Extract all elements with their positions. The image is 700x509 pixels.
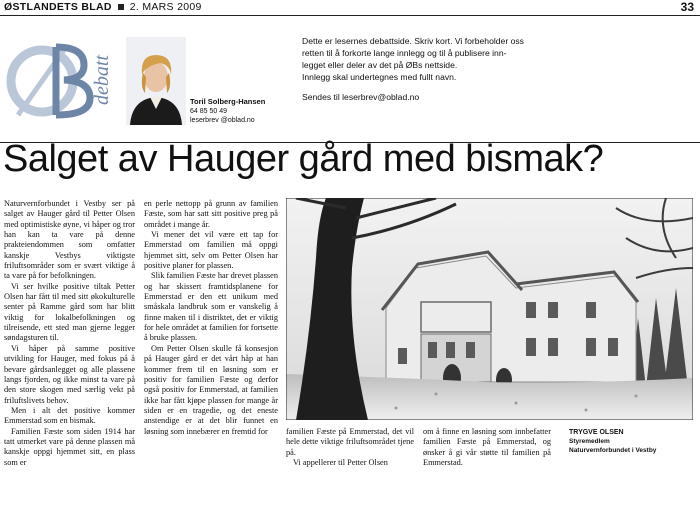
debate-info [302,35,592,103]
info-line: Innlegg skal undertegnes med fullt navn. [302,72,457,82]
article-column-3 [286,427,414,468]
author-phone: 64 85 50 49 [190,107,227,115]
paragraph: Slik familien Fæste har drevet plassen og har skissert framtidsplanene for Emmerstad er den ett unikum med småskala landbruk som er vanskelig å finne maken til i distriktet, det er viktig for hele området at familien for fortsette å bruke plassen. [144,271,278,343]
info-line: retten til å forkorte lange innlegg og til å publisere inn- [302,48,507,58]
article-column-2 [144,199,278,437]
paragraph: Vi mener det vil være ett tap for Emmerstad om familien må oppgi hjemmet sitt, selv om Petter Olsen har positive planer for plassen. [144,230,278,271]
publication-date: 2. MARS 2009 [129,1,202,13]
paragraph: Vi ser hvilke positive tiltak Petter Olsen har fått til med sitt økokulturelle senter på Ramme gård som har blitt viktig for lokalbefolkningen og tilreisende, ett sted man gjerne legger søndagsturen til. [4,281,135,343]
signature-block [569,428,656,455]
article-headline: Salget av Hauger gård med bismak? [3,138,604,180]
ob-debatt-logo-icon [4,29,124,125]
author-email: leserbrev @oblad.no [190,117,255,124]
author-name: Toril Solberg-Hansen [190,97,266,106]
debate-banner [0,17,700,126]
separator-square-icon [118,4,124,10]
header-rule [0,15,700,16]
signature-name: TRYGVE OLSEN [569,429,624,436]
send-to-line: Sendes til leserbrev@oblad.no [302,92,420,102]
paragraph: Vi håper på samme positive utvikling for Hauger, med fokus på å bevare gårdsanlegget og alle plassene langs fjorden, og ikke minst ta vare på den store skogen med særlig vekt på friluftslivets behov. [4,343,135,405]
hauger-farm-photo [286,198,693,420]
paragraph: familien Fæste på Emmerstad, det vil hele dette viktige friluftsområdet tjene på. [286,427,414,457]
info-line: legget eller deler av det på ØBs nettside. [302,60,458,70]
article-column-1 [4,199,135,468]
publication-name: ØSTLANDETS BLAD [4,1,112,13]
paragraph: Vi appellerer til Petter Olsen [293,458,388,468]
paragraph: Naturvernforbundet i Vestby ser på salget av Hauger gård til Petter Olsen med optimistiske øyne, vi håper og tror han kan ta vare på denne prakteiendommen som omfatter kanskje Vestbys viktigste friluftsområder som er svært viktige å ta vare på for befolkningen. [4,199,135,281]
author-contact [190,97,265,126]
paragraph: om å finne en løsning som innbefatter familien Fæste på Emmerstad, og ønsker å gi vår støtte til familien på Emmerstad. [423,427,551,468]
publication-line [4,1,202,13]
page-number: 33 [680,0,694,14]
paragraph: Om Petter Olsen skulle få konsesjon på Hauger gård er det vårt håp at han kommer frem til en løsning som er positiv for familien Fæste og derfor også positiv for Emmerstad, at familien ikke har fått kjøpe plassen for mange år siden er en tragedie, og det eneste anstendige er at det blir funnet en løsning som innebærer en fremtid for [144,343,278,436]
author-photo [126,37,186,125]
page-header [0,0,700,16]
paragraph: Men i alt det positive kommer Emmerstad som en bismak. [4,405,135,426]
paragraph: Familien Fæste som siden 1914 har tatt utmerket vare på denne plassen må kanskje oppgi hjemmet sitt, en plass som er [4,426,135,467]
logo-word: debatt [91,55,113,105]
article-column-4 [423,427,551,468]
signature-role: Styremedlem [569,438,610,445]
signature-org: Naturvernforbundet i Vestby [569,447,657,454]
paragraph: en perle nettopp på grunn av familien Fæste, som har satt sitt positive preg på området i mange år. [144,199,278,229]
info-line: Dette er lesernes debattside. Skriv kort. Vi forbeholder oss [302,36,524,46]
